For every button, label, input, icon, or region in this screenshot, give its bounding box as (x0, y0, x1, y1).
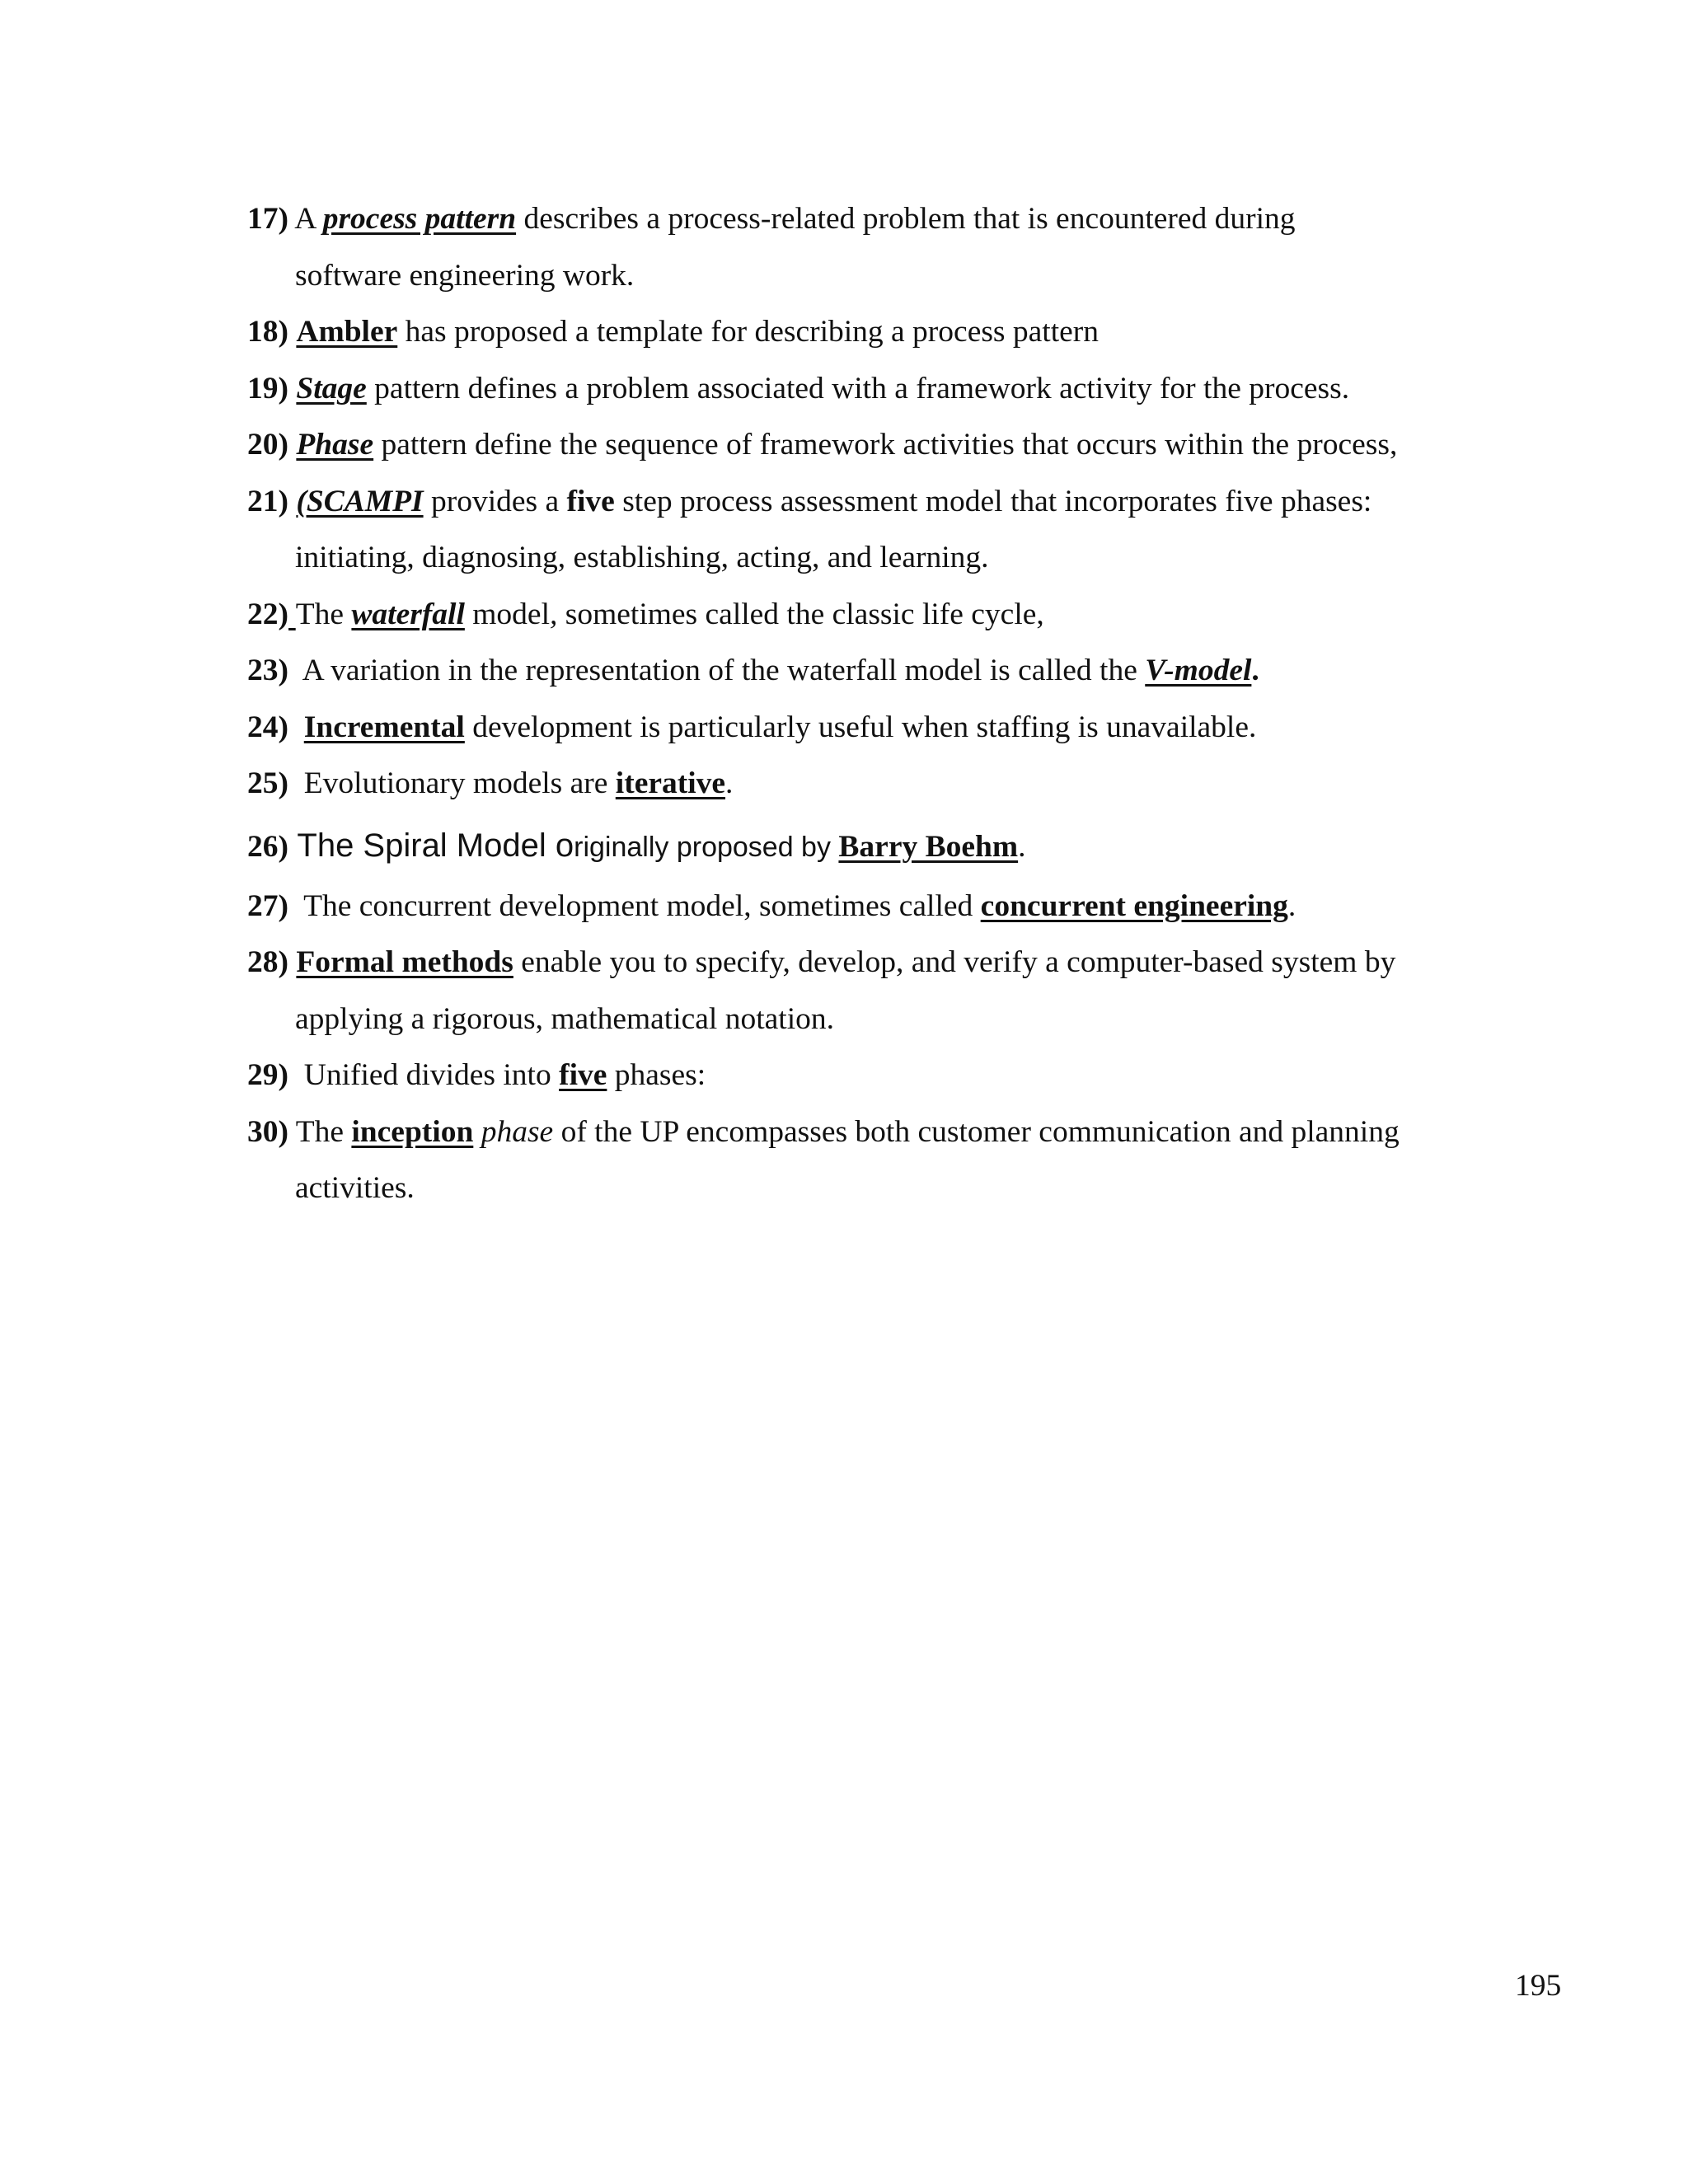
item-29: 29) Unified divides into five phases: (247, 1047, 1500, 1104)
item-30-continuation: activities. (295, 1171, 415, 1205)
term-concurrent-engineering: concurrent engineering (980, 888, 1288, 923)
item-28-continuation: applying a rigorous, mathematical notation. (295, 1001, 834, 1036)
term-process-pattern: process pattern (322, 202, 517, 236)
term-waterfall: waterfall (351, 597, 465, 631)
term-v-model: V-model (1145, 654, 1252, 687)
item-19: 19) Stage pattern defines a problem associated with a framework activity for the process. (247, 361, 1500, 418)
term-stage: Stage (296, 371, 367, 405)
term-barry-boehm: Barry Boehm (838, 829, 1019, 864)
item-17: 17) A process pattern describes a process-related problem that is encountered during (247, 191, 1500, 248)
item-number: 24) (247, 710, 288, 744)
term-ambler: Ambler (296, 315, 398, 349)
item-number: 22) (247, 597, 288, 631)
item-number: 19) (247, 371, 288, 405)
item-17-continuation: software engineering work. (295, 258, 635, 293)
term-five: five (566, 484, 615, 518)
term-incremental: Incremental (303, 710, 465, 744)
term-phase: Phase (296, 428, 374, 462)
term-phase-italic: phase (481, 1114, 554, 1149)
term-five-phases: five (559, 1058, 607, 1092)
item-18: 18) Ambler has proposed a template for describing a process pattern (247, 304, 1500, 361)
item-24: 24) Incremental development is particularly useful when staffing is unavailable. (247, 700, 1500, 757)
item-number: 20) (247, 428, 288, 462)
term-inception: inception (351, 1114, 474, 1149)
item-23: 23) A variation in the representation of the waterfall model is called the V-model. (247, 643, 1500, 700)
item-28: 28) Formal methods enable you to specify, develop, and verify a computer-based system by (247, 935, 1500, 991)
item-number: 23) (247, 654, 288, 687)
term-formal-methods: Formal methods (296, 945, 513, 979)
item-27: 27) The concurrent development model, sometimes called concurrent engineering. (247, 879, 1500, 935)
document-body (247, 191, 1500, 1217)
item-number: 25) (247, 766, 288, 800)
item-26: 26) The Spiral Model originally proposed by Barry Boehm. (247, 813, 1500, 879)
term-iterative: iterative (615, 766, 726, 800)
item-number: 21) (247, 484, 288, 518)
item-number: 26) (247, 829, 288, 864)
item-21-continuation: initiating, diagnosing, establishing, acting, and learning. (295, 541, 989, 574)
term-scampi: (SCAMPI (296, 484, 424, 518)
item-20: 20) Phase pattern define the sequence of framework activities that occurs within the process, (247, 417, 1500, 474)
page-number: 195 (1515, 1969, 1562, 2003)
item-21: 21) (SCAMPI provides a five step process assessment model that incorporates five phases: (247, 474, 1500, 531)
item-number: 30) (247, 1114, 288, 1149)
item-number: 29) (247, 1058, 288, 1092)
item-number: 28) (247, 945, 288, 979)
item-30: 30) The inception phase of the UP encompasses both customer communication and planning (247, 1104, 1500, 1161)
item-number: 27) (247, 888, 288, 923)
item-22: 22) The waterfall model, sometimes called the classic life cycle, (247, 587, 1500, 644)
item-number: 17) (247, 202, 288, 236)
item-number: 18) (247, 315, 288, 349)
item-25: 25) Evolutionary models are iterative. (247, 756, 1500, 813)
